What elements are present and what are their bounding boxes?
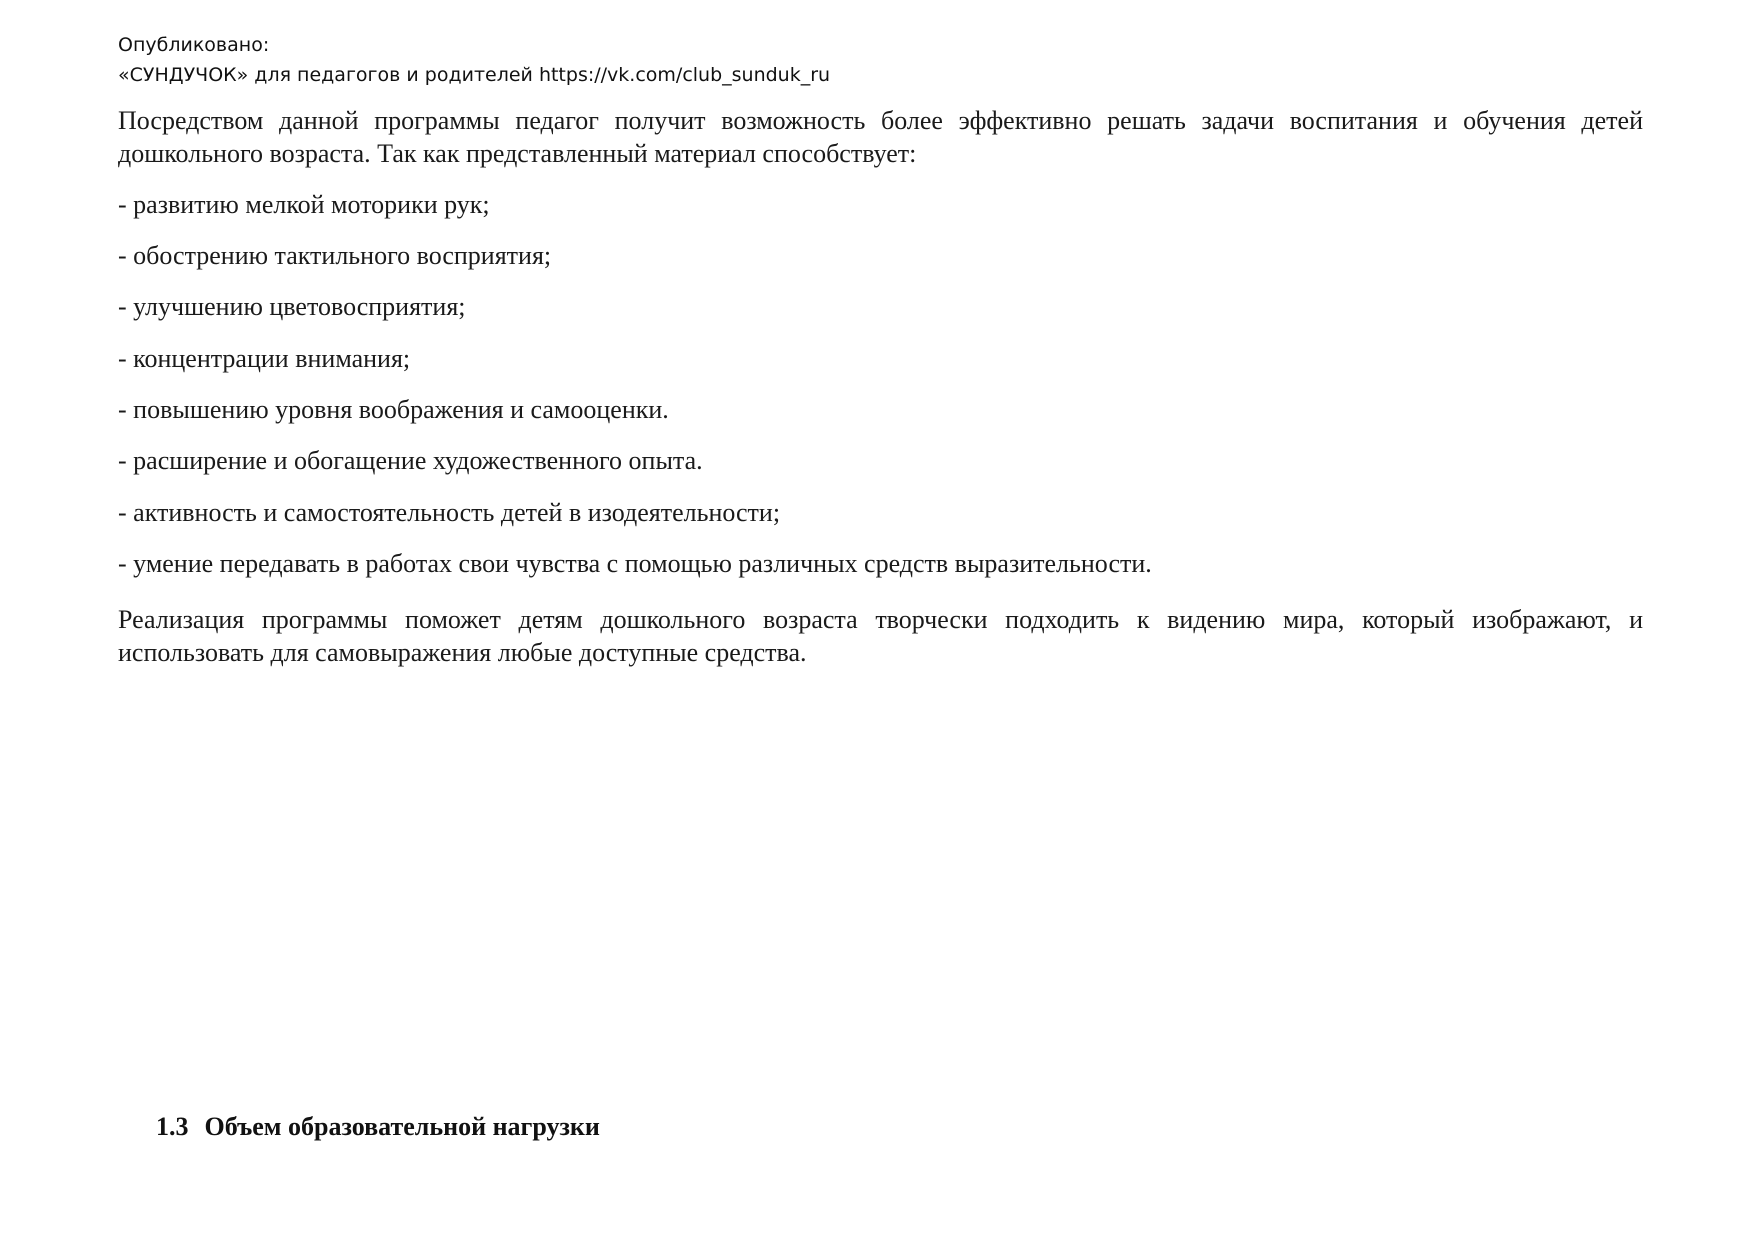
- list-item: - расширение и обогащение художественного опыта.: [118, 446, 703, 475]
- list-item: - улучшению цветовосприятия;: [118, 292, 466, 321]
- outro-paragraph: Реализация программы поможет детям дошкольного возраста творчески подходить к видению мира, который изображают, и использовать для самовыражения любые доступные средства.: [118, 605, 1643, 667]
- section-heading: [156, 1110, 600, 1143]
- publisher-source-line: «СУНДУЧОК» для педагогов и родителей https://vk.com/club_sunduk_ru: [118, 64, 831, 86]
- intro-paragraph-block: [118, 104, 1643, 170]
- list-item: - концентрации внимания;: [118, 344, 411, 373]
- published-label: Опубликовано:: [118, 34, 270, 56]
- publication-header: [118, 30, 830, 90]
- list-item: - обострению тактильного восприятия;: [118, 241, 552, 270]
- list-item: - умение передавать в работах свои чувства с помощью различных средств выразительности.: [118, 549, 1152, 578]
- list-item: - развитию мелкой моторики рук;: [118, 190, 490, 219]
- outro-paragraph-block: [118, 603, 1643, 669]
- intro-paragraph: Посредством данной программы педагог получит возможность более эффективно решать задачи воспитания и обучения детей дошкольного возраста. Так как представленный материал способствует:: [118, 106, 1643, 168]
- list-item: - повышению уровня воображения и самооценки.: [118, 395, 669, 424]
- section-number: 1.3: [156, 1112, 189, 1141]
- section-title: Объем образовательной нагрузки: [204, 1112, 600, 1141]
- list-item: - активность и самостоятельность детей в изодеятельности;: [118, 498, 781, 527]
